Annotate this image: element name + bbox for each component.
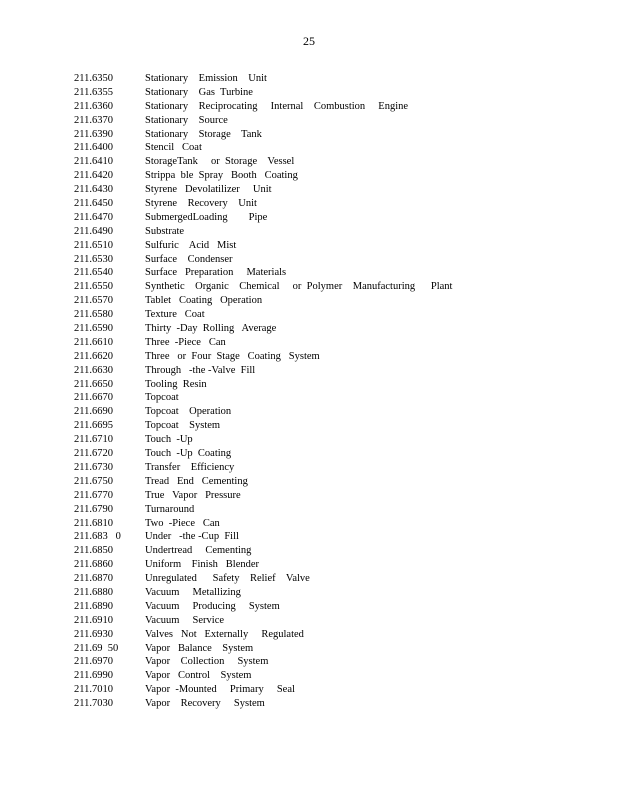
section-number: 211.6610: [74, 336, 113, 348]
section-number: 211.6570: [74, 295, 113, 307]
section-number: 211.6530: [74, 253, 113, 265]
defined-term: Touch -Up: [145, 434, 193, 446]
list-item: [74, 600, 594, 614]
definitions-index-list: [74, 72, 594, 711]
list-item: [74, 128, 594, 142]
list-item: [74, 586, 594, 600]
list-item: [74, 183, 594, 197]
defined-term: Vapor -Mounted Primary Seal: [145, 684, 295, 696]
defined-term: Stencil Coat: [145, 142, 202, 154]
defined-term: Vacuum Producing System: [145, 600, 280, 612]
section-number: 211.6880: [74, 586, 113, 598]
section-number: 211.6630: [74, 364, 113, 376]
section-number: 211.6690: [74, 406, 113, 418]
list-item: [74, 503, 594, 517]
defined-term: Topcoat System: [145, 420, 221, 432]
defined-term: Under -the -Cup Fill: [145, 531, 239, 543]
defined-term: Stationary Emission Unit: [145, 73, 267, 84]
section-number: 211.6430: [74, 184, 113, 196]
section-number: 211.6930: [74, 628, 113, 640]
defined-term: Stationary Source: [145, 114, 228, 126]
defined-term: SubmergedLoading Pipe: [145, 211, 268, 223]
defined-term: Tablet Coating Operation: [145, 295, 263, 307]
list-item: [74, 169, 594, 183]
defined-term: Surface Preparation Materials: [145, 267, 287, 279]
section-number: 211.6510: [74, 239, 113, 251]
defined-term: Substrate: [145, 225, 185, 237]
defined-term: Vapor Recovery System: [145, 698, 265, 710]
list-item: [74, 517, 594, 531]
section-number: 211.6400: [74, 142, 113, 154]
defined-term: Stationary Gas Turbine: [145, 86, 253, 98]
section-number: 211.6890: [74, 600, 113, 612]
list-item: [74, 544, 594, 558]
section-number: 211.7030: [74, 698, 113, 710]
section-number: 211.6910: [74, 614, 113, 626]
list-item: [74, 155, 594, 169]
list-item: [74, 86, 594, 100]
section-number: 211.6410: [74, 156, 113, 168]
list-item: [74, 683, 594, 697]
section-number: 211.7010: [74, 684, 113, 696]
list-item: [74, 114, 594, 128]
section-number: 211.6390: [74, 128, 113, 140]
list-item: [74, 530, 594, 544]
defined-term: Vapor Control System: [145, 670, 252, 682]
defined-term: Tread End Cementing: [145, 475, 248, 487]
section-number: 211.6550: [74, 281, 113, 293]
defined-term: Unregulated Safety Relief Valve: [145, 573, 310, 585]
section-number: 211.6860: [74, 559, 113, 571]
defined-term: Turnaround: [145, 503, 195, 515]
defined-term: Stationary Storage Tank: [145, 128, 262, 140]
section-number: 211.6650: [74, 378, 113, 390]
section-number: 211.6750: [74, 475, 113, 487]
defined-term: Transfer Efficiency: [145, 461, 235, 473]
list-item: [74, 280, 594, 294]
section-number: 211.6870: [74, 573, 113, 585]
list-item: [74, 378, 594, 392]
defined-term: Thirty -Day Rolling Average: [145, 323, 277, 335]
section-number: 211.6540: [74, 267, 113, 279]
section-number: 211.6360: [74, 100, 113, 112]
list-item: [74, 294, 594, 308]
list-item: [74, 72, 594, 86]
section-number: 211.6370: [74, 114, 113, 126]
list-item: [74, 141, 594, 155]
section-number: 211.6710: [74, 434, 113, 446]
defined-term: Texture Coat: [145, 309, 205, 321]
list-item: [74, 433, 594, 447]
list-item: [74, 697, 594, 711]
defined-term: Vapor Balance System: [145, 642, 254, 654]
list-item: [74, 197, 594, 211]
list-item: [74, 253, 594, 267]
list-item: [74, 405, 594, 419]
list-item: [74, 100, 594, 114]
list-item: [74, 475, 594, 489]
list-item: [74, 419, 594, 433]
defined-term: Surface Condenser: [145, 253, 233, 265]
defined-term: Valves Not Externally Regulated: [145, 628, 304, 640]
list-item: [74, 489, 594, 503]
list-item: [74, 239, 594, 253]
defined-term: Topcoat Operation: [145, 406, 232, 418]
list-item: [74, 308, 594, 322]
list-item: [74, 447, 594, 461]
defined-term: Uniform Finish Blender: [145, 559, 260, 571]
section-number: 211.6490: [74, 225, 113, 237]
list-item: [74, 572, 594, 586]
section-number: 211.6970: [74, 656, 113, 668]
defined-term: Vacuum Service: [145, 614, 225, 626]
defined-term: Strippa ble Spray Booth Coating: [145, 170, 298, 182]
defined-term: Styrene Recovery Unit: [145, 198, 257, 210]
page-number: 25: [303, 34, 315, 48]
section-number: 211.6580: [74, 309, 113, 321]
section-number: 211.6850: [74, 545, 113, 557]
section-number: 211.6730: [74, 461, 113, 473]
defined-term: Vacuum Metallizing: [145, 586, 241, 598]
defined-term: Synthetic Organic Chemical or Polymer Manufacturing Plant: [145, 281, 453, 293]
section-number: 211.6720: [74, 448, 113, 460]
list-item: [74, 211, 594, 225]
section-number: 211.6790: [74, 503, 113, 515]
defined-term: StorageTank or Storage Vessel: [145, 156, 295, 168]
list-item: [74, 391, 594, 405]
section-number: 211.6990: [74, 670, 113, 682]
list-item: [74, 364, 594, 378]
list-item: [74, 669, 594, 683]
section-number: 211.6355: [74, 86, 113, 98]
section-number: 211.6420: [74, 170, 113, 182]
section-number: 211.6470: [74, 211, 113, 223]
list-item: [74, 558, 594, 572]
defined-term: Through -the -Valve Fill: [145, 364, 256, 376]
section-number: 211.6670: [74, 392, 113, 404]
defined-term: True Vapor Pressure: [145, 489, 241, 501]
list-item: [74, 225, 594, 239]
list-item: [74, 350, 594, 364]
section-number: 211.6590: [74, 323, 113, 335]
defined-term: Three or Four Stage Coating System: [145, 350, 320, 362]
section-number: 211.6695: [74, 420, 113, 432]
defined-term: Tooling Resin: [145, 378, 207, 390]
list-item: [74, 614, 594, 628]
list-item: [74, 266, 594, 280]
defined-term: Undertread Cementing: [145, 545, 252, 557]
defined-term: Stationary Reciprocating Internal Combustion Engine: [145, 100, 409, 112]
defined-term: Two -Piece Can: [145, 517, 220, 529]
list-item: [74, 628, 594, 642]
defined-term: Styrene Devolatilizer Unit: [145, 184, 272, 196]
section-number: 211.6350: [74, 73, 113, 84]
defined-term: Topcoat: [145, 392, 179, 404]
section-number: 211.6450: [74, 198, 113, 210]
section-number: 211.69 50: [74, 642, 119, 654]
section-number: 211.6620: [74, 350, 113, 362]
section-number: 211.683 0: [74, 531, 121, 543]
list-item: [74, 655, 594, 669]
list-item: [74, 461, 594, 475]
defined-term: Vapor Collection System: [145, 656, 269, 668]
list-item: [74, 642, 594, 656]
defined-term: Three -Piece Can: [145, 336, 226, 348]
defined-term: Touch -Up Coating: [145, 448, 232, 460]
defined-term: Sulfuric Acid Mist: [145, 239, 237, 251]
list-item: [74, 322, 594, 336]
section-number: 211.6770: [74, 489, 113, 501]
section-number: 211.6810: [74, 517, 113, 529]
list-item: [74, 336, 594, 350]
